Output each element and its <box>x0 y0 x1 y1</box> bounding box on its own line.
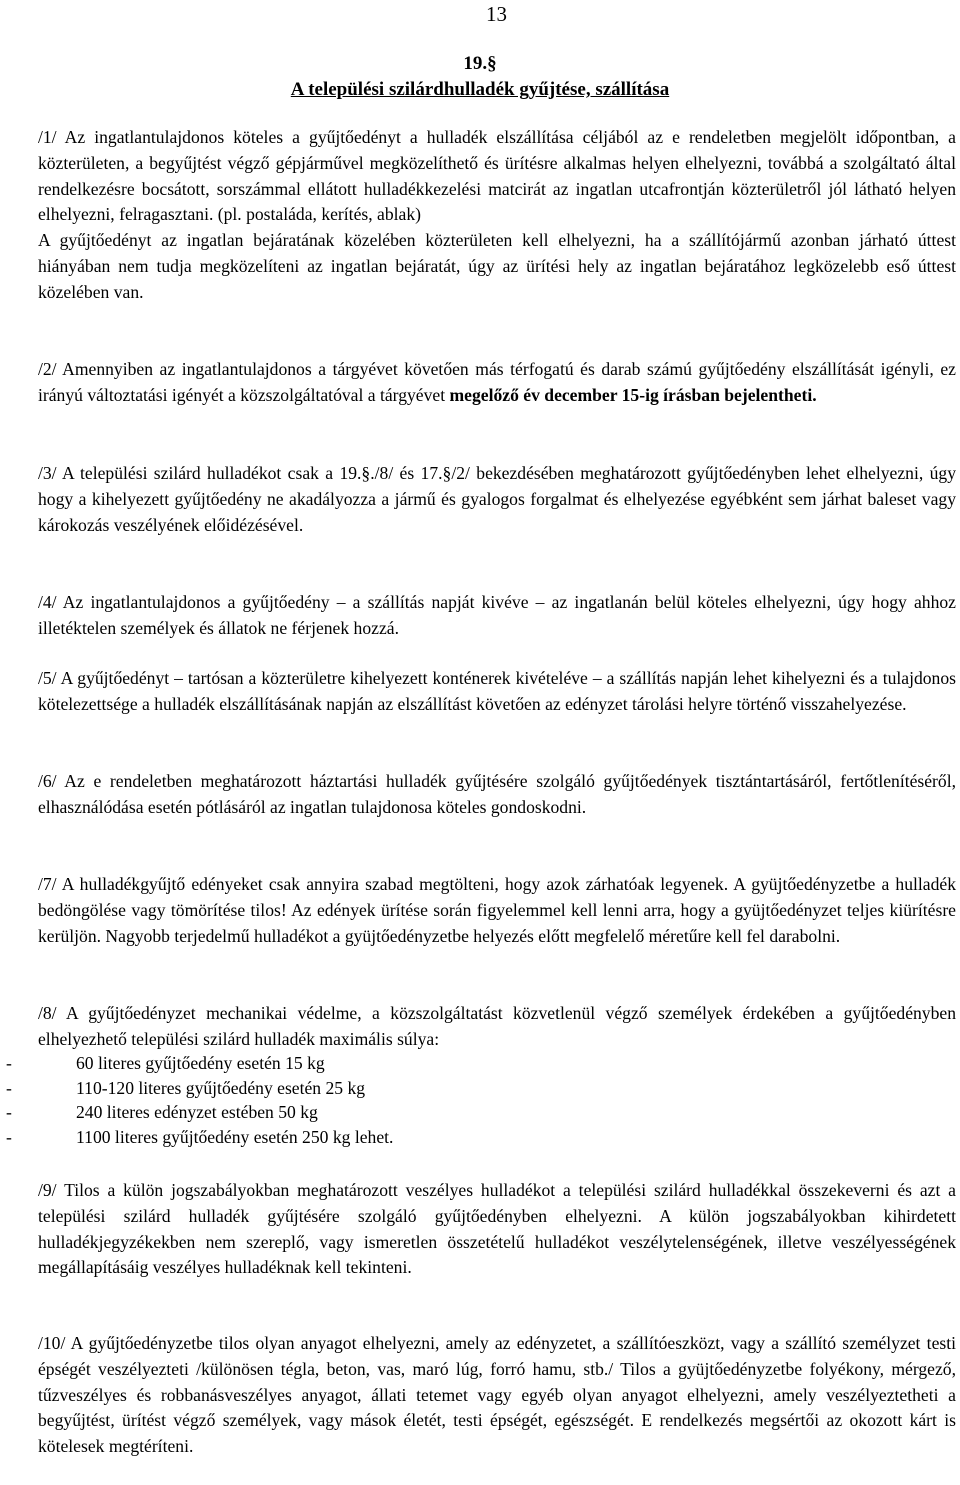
section-title <box>0 77 960 103</box>
section-title-text: A települési szilárdhulladék gyűjtése, szállítása <box>290 79 670 100</box>
paragraph-7 <box>38 872 956 949</box>
paragraph-8 <box>38 1001 956 1053</box>
list-item <box>0 1100 920 1125</box>
list-item-text: 110-120 literes gyűjtőedény esetén 25 kg <box>76 1077 366 1098</box>
paragraph-1-text: /1/ Az ingatlantulajdonos köteles a gyűjtőedényt a hulladék elszállítása céljából az e rendeletben megjelölt időpontban, a közterületen, a begyűjtést végző gépjárművel megközelíthető és ürítésre alkalmas helyen elhelyezni, továbbá a szolgáltató által rendelkezésre bocsátott, sorszámmal ellátott hulladékkezelési matcirát az ingatlan utcafrontján közterületről jól látható helyen elhelyezni, felragasztani. (pl. postaláda, kerítés, ablak) <box>38 127 956 225</box>
paragraph-3 <box>38 461 956 538</box>
paragraph-9-text: /9/ Tilos a külön jogszabályokban meghatározott veszélyes hulladékot a települési szilárd hulladékkal összekeverni és azt a települési szilárd hulladék gyűjtésére szolgáló gyűjtőedényben elhelyezni. A külön jogszabályokban kihirdetett hulladékjegyzékekben nem szereplő, vagy ismeretlen összetételű hulladékot veszélytelenségének, illetve veszélyességének megállapításáig veszélyes hulladéknak kell tekinteni. <box>38 1180 956 1278</box>
list-dash: - <box>6 1102 12 1122</box>
paragraph-3-text: /3/ A települési szilárd hulladékot csak a 19.§./8/ és 17.§/2/ bekezdésében meghatározott gyűjtőedényben lehet elhelyezni, úgy hogy a kihelyezett gyűjtőedény ne akadályozza a jármű és gyalogos forgalmat és elhelyezése egyébként sem járhat baleset vagy károkozás veszélyének előidézésével. <box>38 463 956 535</box>
paragraph-5 <box>38 666 956 718</box>
list-dash: - <box>6 1077 12 1098</box>
paragraph-10 <box>38 1331 956 1460</box>
paragraph-6-text: /6/ Az e rendeletben meghatározott háztartási hulladék gyűjtésére szolgáló gyűjtőedények tisztántartásáról, fertőtlenítéséről, elhasználódása esetén pótlásáról az ingatlan tulajdonosa köteles gondoskodni. <box>38 771 956 817</box>
list-item <box>0 1125 920 1150</box>
section-number: 19.§ <box>463 53 497 74</box>
paragraph-4 <box>38 590 956 642</box>
list-dash: - <box>6 1053 12 1073</box>
paragraph-8-text: /8/ A gyűjtőedényzet mechanikai védelme, a közszolgáltatást közvetlenül végző személyek érdekében a gyűjtőedényben elhelyezhető települési szilárd hulladék maximális súlya: <box>38 1003 956 1049</box>
list-item <box>0 1076 920 1101</box>
paragraph-7-text: /7/ A hulladékgyűjtő edényeket csak annyira szabad megtölteni, hogy azok zárhatóak legyenek. A gyüjtőedényzetbe a hulladék bedöngölése vagy tömörítése tilos! Az edények ürítése során figyelemmel kell lenni arra, hogy a gyüjtőedényzet teljes kiürítésre kerüljön. Nagyobb terjedelmű hulladékot a gyüjtőedényzetbe helyezés előtt megfelelő méretűre kell fel darabolni. <box>38 874 956 946</box>
paragraph-5-text: /5/ A gyűjtőedényt – tartósan a közterületre kihelyezett konténerek kivételéve – a szállítás napján lehet kihelyezni és a tulajdonos kötelezettsége a hulladék elszállításának napján az elszállítást követően az edényzet tárolási helyre történő visszahelyezése. <box>38 668 956 714</box>
paragraph-2 <box>38 357 956 409</box>
paragraph-1 <box>38 125 956 306</box>
list-dash: - <box>6 1126 12 1147</box>
list-item-text: 1100 literes gyűjtőedény esetén 250 kg lehet. <box>76 1126 394 1147</box>
list-item-text: 240 literes edényzet estében 50 kg <box>76 1102 318 1122</box>
paragraph-2-bold: megelőző év december 15-ig írásban bejelentheti. <box>449 384 817 405</box>
paragraph-4-text: /4/ Az ingatlantulajdonos a gyűjtőedény – a szállítás napját kivéve – az ingatlanán belül köteles elhelyezni, úgy hogy ahhoz illetéktelen személyek és állatok ne férjenek hozzá. <box>38 592 956 638</box>
list-item-text: 60 literes gyűjtőedény esetén 15 kg <box>76 1053 325 1073</box>
paragraph-2-regular: /2/ Amennyiben az ingatlantulajdonos a tárgyévet követően más térfogatú és darab számú gyűjtőedény elszállítását igényli, ez irányú változtatási igényét a közszolgáltatóval a tárgyévet <box>38 359 956 405</box>
paragraph-2-text <box>38 357 956 409</box>
page-number: 13 <box>486 2 507 26</box>
paragraph-9 <box>38 1178 956 1281</box>
weight-limit-list <box>0 1051 920 1149</box>
paragraph-1-continuation: A gyűjtőedényt az ingatlan bejáratának közelében közterületen kell elhelyezni, ha a szállítójármű azonban járható úttest hiányában nem tudja megközelíteni az ingatlan bejáratát, úgy az ürítési hely az ingatlan bejáratához legközelebb eső úttest közelében van. <box>38 230 956 302</box>
paragraph-6 <box>38 769 956 821</box>
list-item <box>0 1051 920 1076</box>
paragraph-10-text: /10/ A gyűjtőedényzetbe tilos olyan anyagot elhelyezni, amely az edényzetet, a szállítóeszközt, vagy a szállító személyzet testi épségét veszélyezteti /különösen tégla, beton, vas, maró lúg, forró hamu, stb./ Tilos a gyüjtőedényzetbe folyékony, mérgező, tűzveszélyes és robbanásveszélyes anyagot, állati tetemet vagy egyéb olyan anyagot elhelyezni, amely veszélyeztetheti a begyűjtést, ürítést végző személyek, vagy mások életét, testi épségét, egészségét. E rendelkezés megsértői az okozott kárt is kötelesek megtéríteni. <box>38 1333 956 1457</box>
